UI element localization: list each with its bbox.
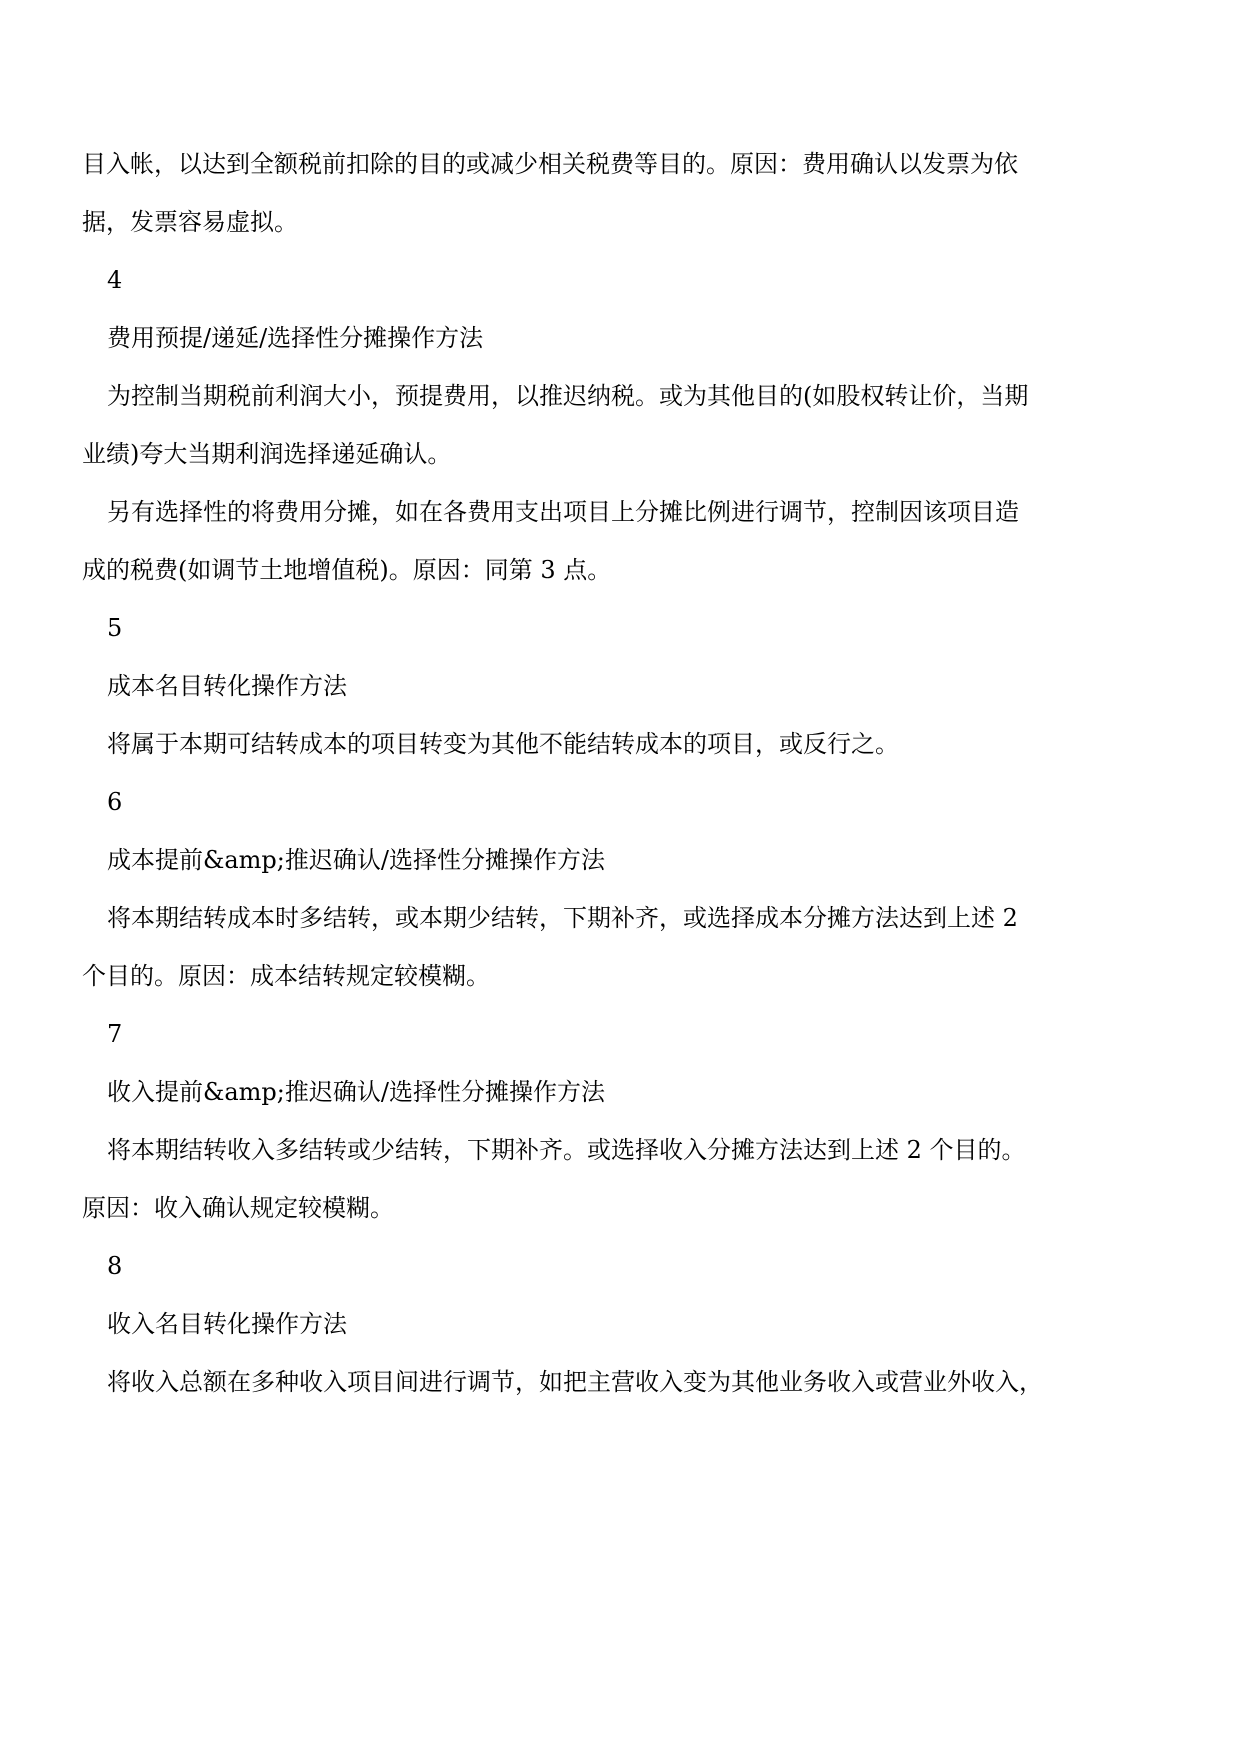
- paragraph-line: 将收入总额在多种收入项目间进行调节，如把主营收入变为其他业务收入或营业外收入，: [107, 1368, 1043, 1396]
- paragraph-line: 将本期结转收入多结转或少结转，下期补齐。或选择收入分摊方法达到上述 2 个目的。: [107, 1136, 1026, 1164]
- paragraph-line: 成的税费(如调节土地增值税)。原因：同第 3 点。: [82, 556, 612, 584]
- section-heading: 费用预提/递延/选择性分摊操作方法: [107, 324, 484, 352]
- paragraph-line: 业绩)夸大当期利润选择递延确认。: [82, 440, 452, 468]
- section-item: [82, 773, 1241, 1005]
- section-number: 4: [107, 266, 123, 294]
- section-heading: 收入提前&amp;推迟确认/选择性分摊操作方法: [107, 1078, 605, 1106]
- paragraph: [82, 483, 1241, 599]
- section-number: 7: [107, 1020, 123, 1048]
- section-number: 6: [107, 788, 123, 816]
- paragraph: [82, 889, 1241, 1005]
- paragraph-line: 目入帐，以达到全额税前扣除的目的或减少相关税费等目的。原因：费用确认以发票为依: [82, 150, 1018, 178]
- paragraph: [82, 1353, 1241, 1411]
- paragraph-line: 将属于本期可结转成本的项目转变为其他不能结转成本的项目，或反行之。: [107, 730, 899, 758]
- section-number: 8: [107, 1252, 123, 1280]
- paragraph: [82, 715, 1241, 773]
- section-item: [82, 1005, 1241, 1237]
- section-item: [82, 599, 1241, 773]
- paragraph: [82, 1121, 1241, 1237]
- section-item: [82, 1237, 1241, 1411]
- paragraph-line: 个目的。原因：成本结转规定较模糊。: [82, 962, 490, 990]
- paragraph-line: 将本期结转成本时多结转，或本期少结转，下期补齐，或选择成本分摊方法达到上述 2: [107, 904, 1018, 932]
- section-heading: 收入名目转化操作方法: [107, 1310, 347, 1338]
- section-heading: 成本提前&amp;推迟确认/选择性分摊操作方法: [107, 846, 605, 874]
- paragraph-line: 为控制当期税前利润大小，预提费用，以推迟纳税。或为其他目的(如股权转让价，当期: [107, 382, 1029, 410]
- section-number: 5: [107, 614, 123, 642]
- paragraph-line: 原因：收入确认规定较模糊。: [82, 1194, 394, 1222]
- paragraph: [82, 367, 1241, 483]
- section-heading: 成本名目转化操作方法: [107, 672, 347, 700]
- paragraph-line: 据，发票容易虚拟。: [82, 208, 298, 236]
- continuation-paragraph: [82, 135, 1241, 251]
- paragraph-line: 另有选择性的将费用分摊，如在各费用支出项目上分摊比例进行调节，控制因该项目造: [107, 498, 1019, 526]
- section-item: [82, 251, 1241, 599]
